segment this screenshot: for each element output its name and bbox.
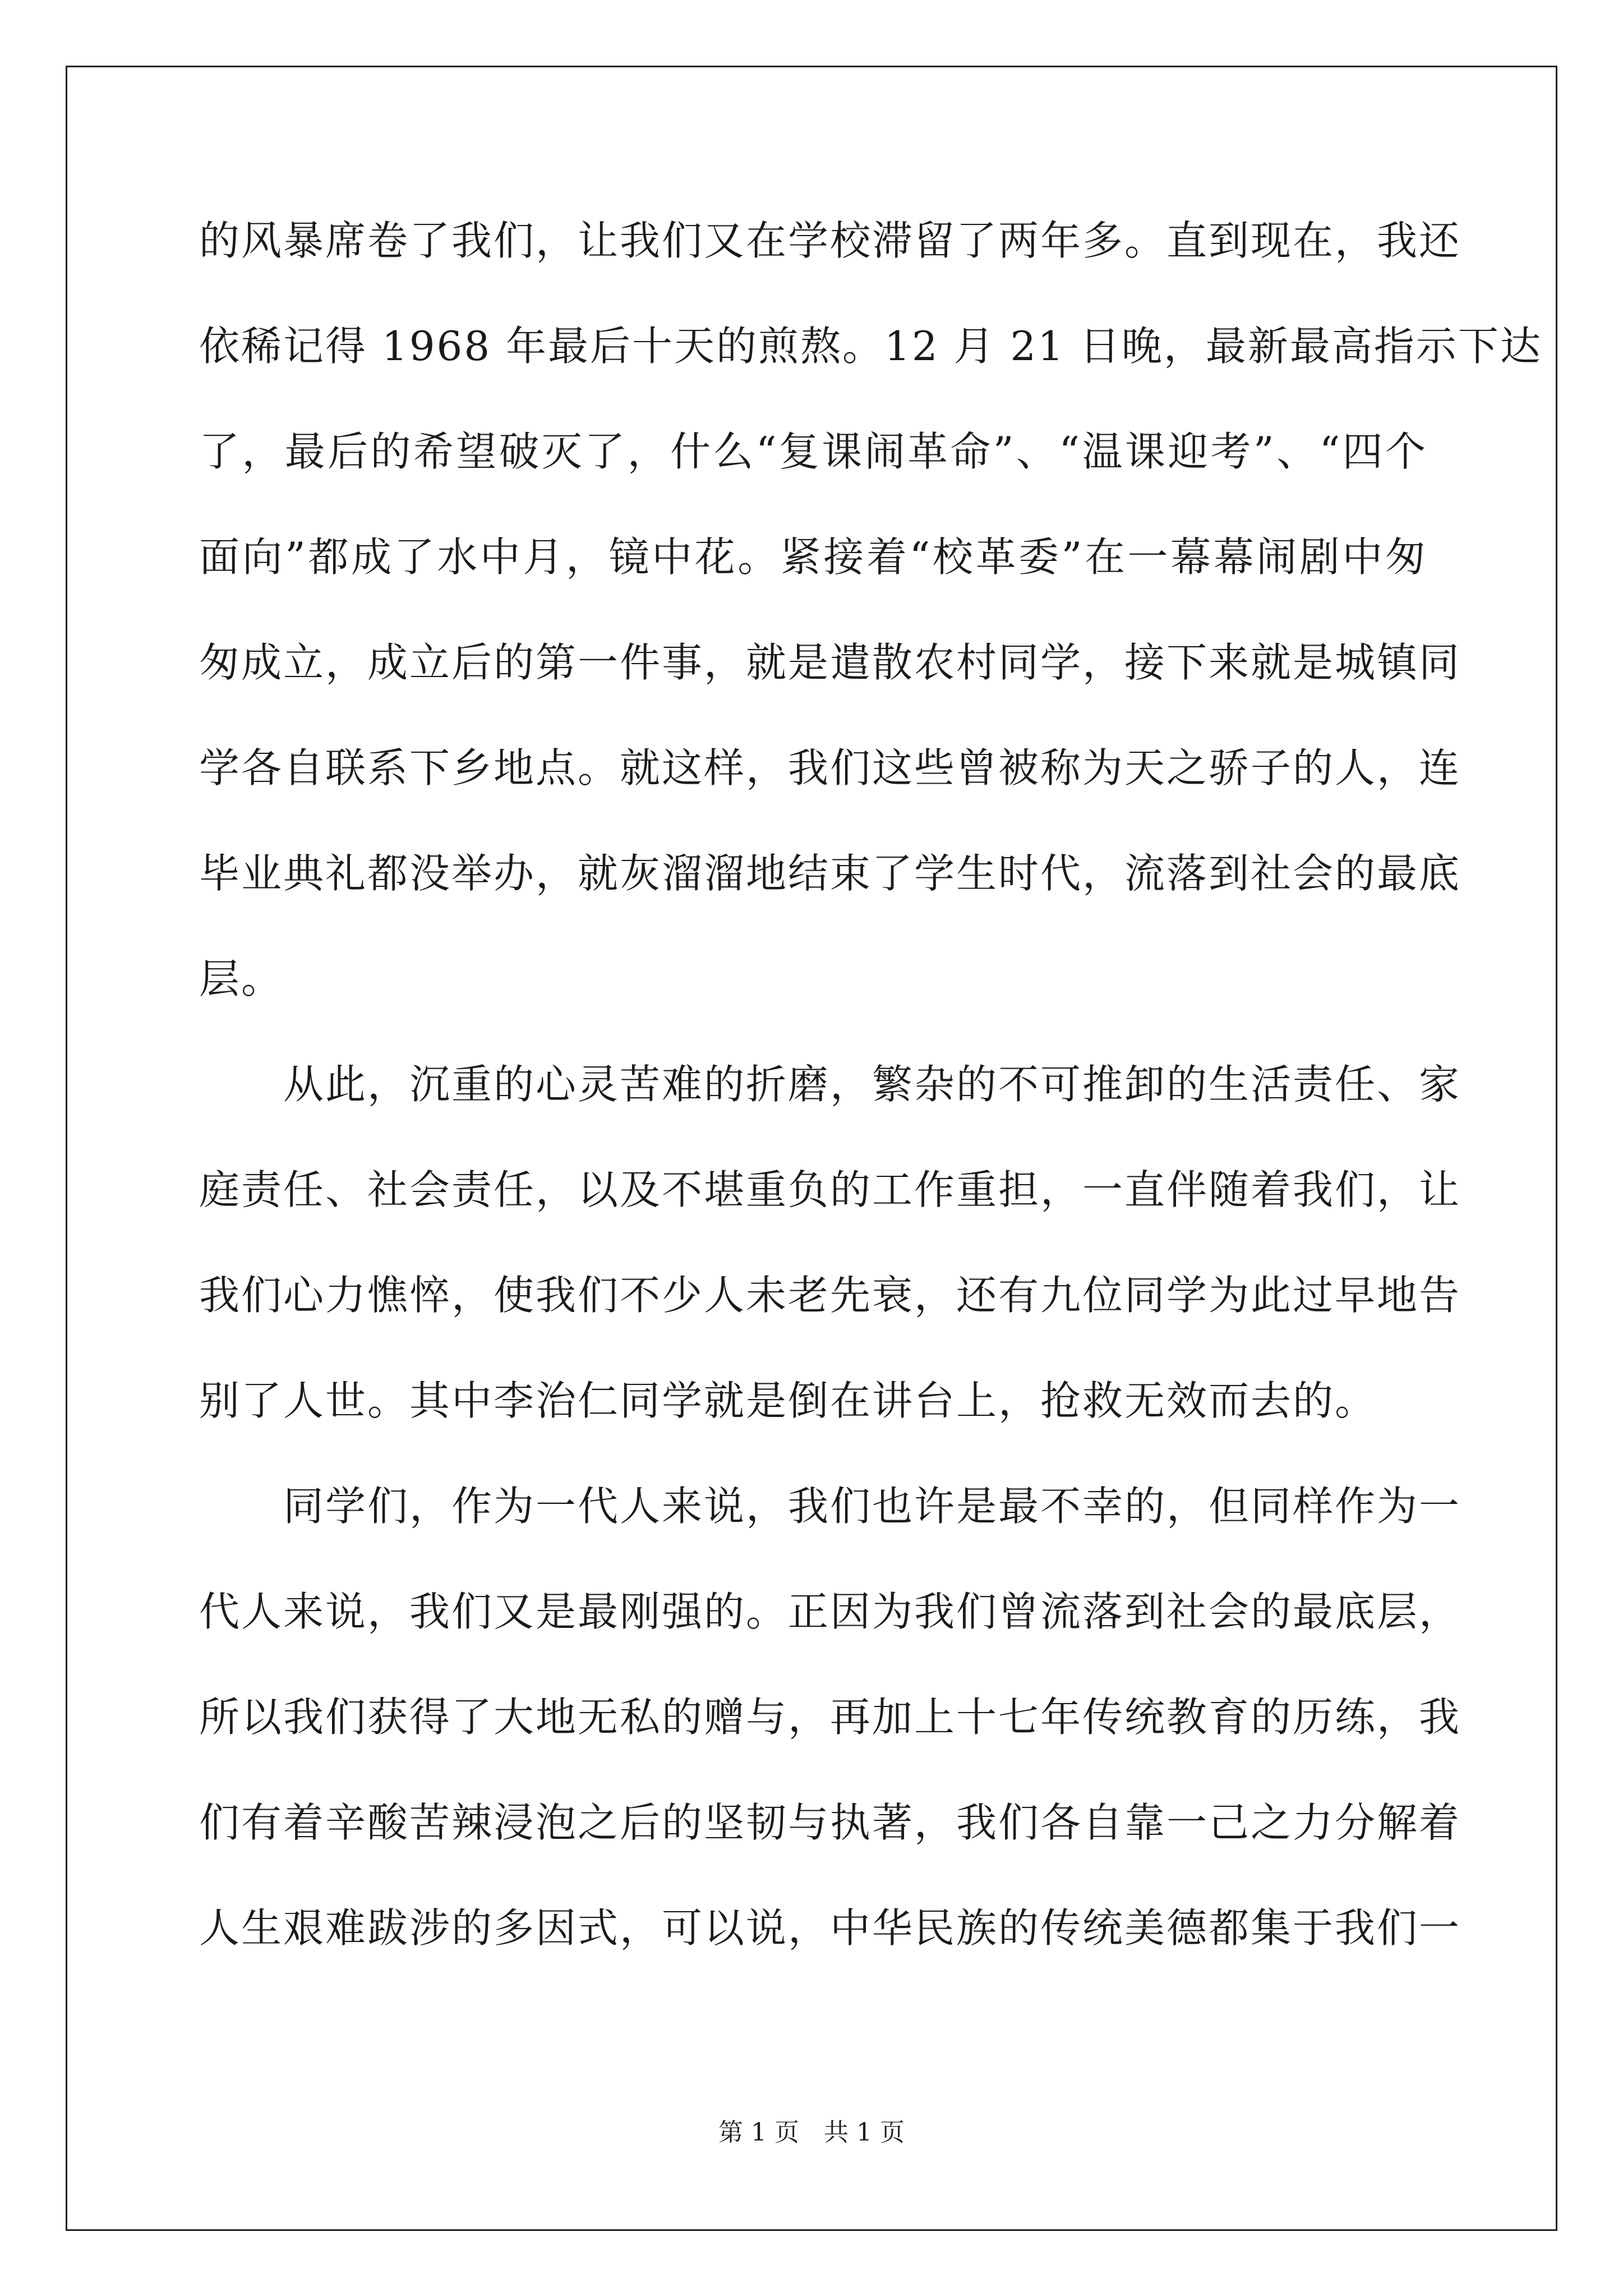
text-line: 我们心力憔悴，使我们不少人未老先衰，还有九位同学为此过早地告 — [199, 1272, 1461, 1319]
text-line: 学各自联系下乡地点。就这样，我们这些曾被称为天之骄子的人，连 — [199, 744, 1461, 792]
text-line: 层。 — [199, 955, 284, 1002]
text-line: 了，最后的希望破灭了，什么“复课闹革命”、“温课迎考”、“四个 — [199, 428, 1427, 475]
text-line: 毕业典礼都没举办，就灰溜溜地结束了学生时代，流落到社会的最底 — [199, 850, 1461, 897]
text-line: 们有着辛酸苦辣浸泡之后的坚韧与执著，我们各自靠一己之力分解着 — [199, 1799, 1461, 1846]
text-line: 从此，沉重的心灵苦难的折磨，繁杂的不可推卸的生活责任、家 — [283, 1061, 1461, 1108]
document-body — [199, 188, 1542, 1981]
page-footer — [0, 2116, 1623, 2150]
text-line: 所以我们获得了大地无私的赠与，再加上十七年传统教育的历练，我 — [199, 1694, 1461, 1741]
text-line: 的风暴席卷了我们，让我们又在学校滞留了两年多。直到现在，我还 — [199, 217, 1461, 264]
page-number-label: 第 1 页 共 1 页 — [718, 2118, 905, 2147]
text-line: 面向”都成了水中月，镜中花。紧接着“校革委”在一幕幕闹剧中匆 — [199, 533, 1427, 581]
text-line: 别了人世。其中李治仁同学就是倒在讲台上，抢救无效而去的。 — [199, 1377, 1377, 1424]
text-line: 庭责任、社会责任，以及不堪重负的工作重担，一直伴随着我们，让 — [199, 1166, 1461, 1213]
text-line: 匆成立，成立后的第一件事，就是遣散农村同学，接下来就是城镇同 — [199, 639, 1461, 686]
text-line: 依稀记得 1968 年最后十天的煎熬。12 月 21 日晚，最新最高指示下达 — [199, 323, 1542, 370]
text-line: 代人来说，我们又是最刚强的。正因为我们曾流落到社会的最底层， — [199, 1588, 1461, 1635]
text-line: 人生艰难跋涉的多因式，可以说，中华民族的传统美德都集于我们一 — [199, 1904, 1461, 1952]
text-line: 同学们，作为一代人来说，我们也许是最不幸的，但同样作为一 — [283, 1483, 1461, 1530]
